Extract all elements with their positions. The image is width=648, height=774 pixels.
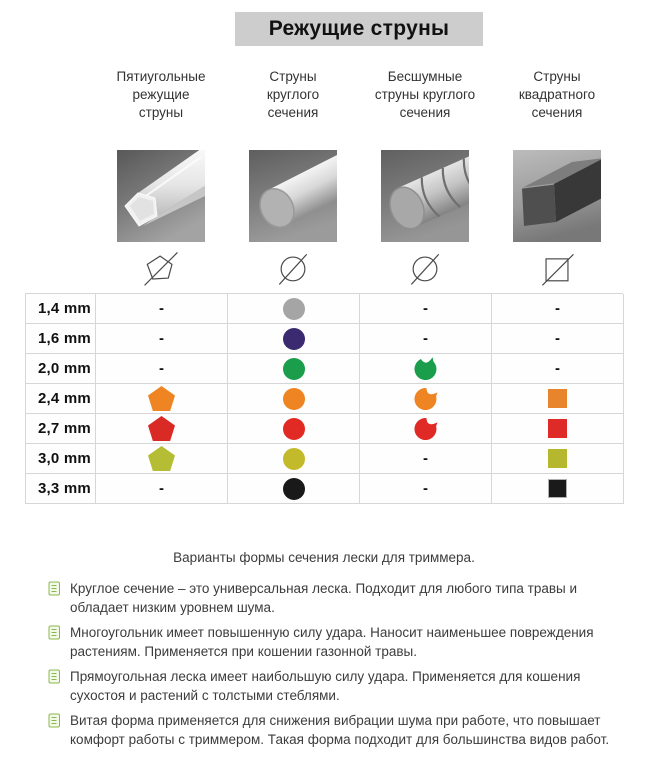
round-line-photo [227,150,359,242]
table-cell [96,414,228,444]
table-cell [96,354,228,384]
table-cell [360,474,492,504]
column-header-silent-round: Бесшумные струны круглого сечения [374,69,476,120]
square-swatch [548,419,567,438]
size-label: 2,7 mm [26,414,96,444]
square-swatch [548,449,567,468]
dash-mark: - [423,329,428,347]
table-cell [96,294,228,324]
size-label: 1,4 mm [26,294,96,324]
table-cell [96,384,228,414]
dash-mark: - [159,329,164,347]
note-text: Круглое сечение – это универсальная леска. Подходит для любого типа травы и обладает низким уровнем шума. [70,581,578,615]
pentagon-swatch [148,416,175,441]
list-item [48,623,620,661]
document-icon [48,579,70,601]
table-cell [228,294,360,324]
spiral-line-photo [359,150,491,242]
square-diameter-icon [491,245,623,291]
table-cell [492,474,624,504]
column-header-pentagonal: Пятиугольные режущие струны [116,69,206,120]
circle-swatch [283,448,305,470]
photo-spacer [25,150,95,242]
pentagon-swatch [148,446,175,471]
document-icon [48,623,70,645]
table-cell [360,414,492,444]
pacman-swatch [413,416,438,442]
spiral-rod-image [381,150,469,242]
circle-swatch [283,298,305,320]
table-cell [360,294,492,324]
note-text: Витая форма применяется для снижения вибрации шума при работе, что повышает комфорт работы с триммером. Такая форма подходит для большинства видов работ. [70,713,610,747]
table-cell [492,324,624,354]
size-label: 3,3 mm [26,474,96,504]
table-cell [492,444,624,474]
list-item [48,667,620,705]
circle-swatch [283,388,305,410]
list-item [48,579,620,617]
table-cell [228,354,360,384]
pentagon-diameter-icon [95,245,227,291]
pacman-swatch [413,386,438,412]
circle-diameter-icon [227,245,359,291]
dash-mark: - [159,359,164,377]
size-table [25,293,623,504]
column-headers [25,68,623,146]
dash-mark: - [555,359,560,377]
note-text: Многоугольник имеет повышенную силу удара. Наносит наименьшее повреждения растениям. Применяется при кошении газонной травы. [70,625,594,659]
table-cell [492,414,624,444]
page-title: Режущие струны [235,12,484,46]
dash-mark: - [159,299,164,317]
table-cell [492,354,624,384]
dash-mark: - [555,299,560,317]
size-label: 3,0 mm [26,444,96,474]
square-rod-image [513,150,601,242]
dash-mark: - [423,449,428,467]
dash-mark: - [159,479,164,497]
document-icon [48,667,70,689]
table-cell [96,474,228,504]
column-header-round: Струны круглого сечения [266,69,320,120]
document-icon [48,711,70,733]
table-cell [360,324,492,354]
photo-row [25,150,623,242]
symbol-spacer [25,245,95,291]
table-cell [96,324,228,354]
title-row [95,0,623,46]
size-label: 1,6 mm [26,324,96,354]
square-line-photo [491,150,623,242]
circle-swatch [283,478,305,500]
table-cell [96,444,228,474]
table-cell [360,354,492,384]
table-cell [228,444,360,474]
square-swatch [548,479,567,498]
square-swatch [548,389,567,408]
caption: Варианты формы сечения лески для триммера. [173,550,475,565]
dash-mark: - [555,329,560,347]
note-text: Прямоугольная леска имеет наибольшую силу удара. Применяется для кошения сухостоя и растений с толстыми стеблями. [70,669,581,703]
table-cell [228,384,360,414]
round-rod-image [249,150,337,242]
size-label: 2,0 mm [26,354,96,384]
column-header-square: Струны квадратного сечения [518,69,596,120]
table-cell [360,384,492,414]
dash-mark: - [423,299,428,317]
table-cell [228,474,360,504]
table-cell [492,384,624,414]
size-label: 2,4 mm [26,384,96,414]
table-cell [228,324,360,354]
circle-diameter-icon [359,245,491,291]
circle-swatch [283,418,305,440]
diameter-symbol-row [25,245,623,291]
table-cell [492,294,624,324]
pentagonal-line-photo [95,150,227,242]
circle-swatch [283,328,305,350]
pentagonal-rod-image [117,150,205,242]
circle-swatch [283,358,305,380]
list-item [48,711,620,749]
pentagon-swatch [148,386,175,411]
pacman-swatch [413,356,438,382]
table-cell [228,414,360,444]
table-cell [360,444,492,474]
header-spacer [25,68,95,146]
notes-list [48,579,620,749]
dash-mark: - [423,479,428,497]
